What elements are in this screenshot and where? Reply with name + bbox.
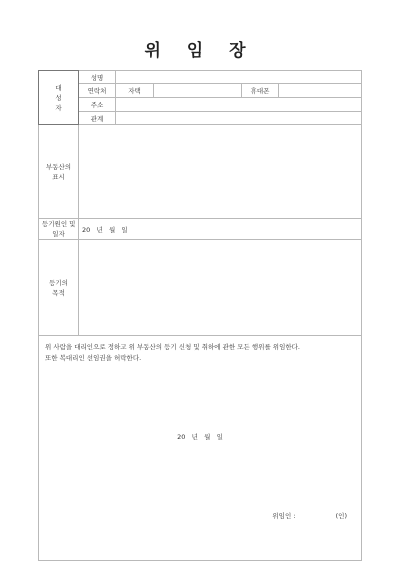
contact-label: 연락처 [79, 84, 116, 98]
purpose-field[interactable] [79, 240, 362, 336]
cause-date-text: 20 년 월 일 [82, 225, 128, 234]
mobile-phone-label: 휴대폰 [242, 84, 279, 98]
address-field[interactable] [116, 98, 362, 112]
address-label: 주소 [79, 98, 116, 112]
purpose-label: 등기의 목적 [39, 240, 79, 336]
declaration-section [39, 336, 362, 561]
relation-field[interactable] [116, 112, 362, 125]
mobile-phone-field[interactable] [279, 84, 362, 98]
name-label: 성명 [79, 71, 116, 84]
cause-date-field[interactable] [79, 219, 362, 240]
cause-label: 등기원인 및 일자 [39, 219, 79, 240]
property-label: 부동산의 표시 [39, 125, 79, 219]
delegator-label: 위임인 : [272, 512, 296, 520]
property-field[interactable] [79, 125, 362, 219]
document-title: 위 임 장 [144, 41, 256, 61]
home-phone-label: 자택 [116, 84, 154, 98]
relation-label: 관계 [79, 112, 116, 125]
delegation-form-table [38, 70, 362, 561]
name-field[interactable] [116, 71, 362, 84]
agent-section-label: 대 성 자 [39, 71, 79, 125]
delegator-signature-line [272, 511, 347, 522]
declaration-date: 20 년 월 일 [177, 433, 223, 441]
seal-mark: (인) [335, 512, 347, 520]
declaration-line-2: 또한 복대리인 선임권을 허락한다. [45, 354, 142, 362]
home-phone-field[interactable] [154, 84, 242, 98]
declaration-line-1: 위 사람을 대리인으로 정하고 위 부동산의 등기 신청 및 취하에 관한 모든 행위를 위임한다. [45, 343, 300, 351]
